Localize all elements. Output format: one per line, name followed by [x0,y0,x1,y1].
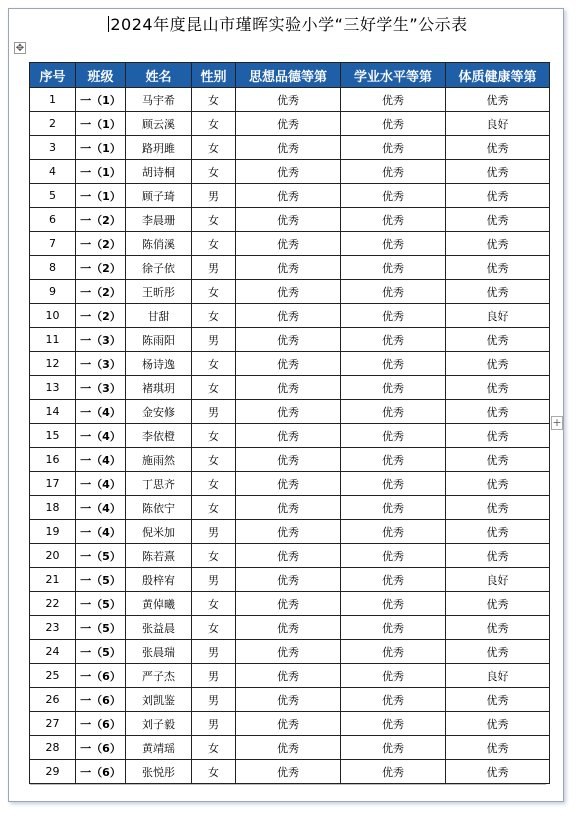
cell-name[interactable]: 黄靖瑶 [126,736,192,760]
cell-name[interactable]: 顾子琦 [126,184,192,208]
cell-index[interactable]: 10 [30,304,76,328]
cell-moral-grade[interactable]: 优秀 [236,256,341,280]
cell-gender[interactable]: 女 [192,88,236,112]
cell-gender[interactable]: 女 [192,304,236,328]
cell-gender[interactable]: 男 [192,640,236,664]
cell-physical-grade[interactable]: 优秀 [446,592,550,616]
cell-gender[interactable]: 女 [192,232,236,256]
cell-index[interactable]: 23 [30,616,76,640]
cell-gender[interactable]: 男 [192,400,236,424]
cell-gender[interactable]: 男 [192,568,236,592]
table-row [30,352,550,376]
cell-academic-grade[interactable]: 优秀 [341,688,446,712]
cell-moral-grade[interactable]: 优秀 [236,664,341,688]
cell-gender[interactable]: 女 [192,448,236,472]
cell-academic-grade[interactable]: 优秀 [341,664,446,688]
cell-class[interactable]: 一（6） [76,688,126,712]
honor-students-table[interactable] [29,62,550,784]
cell-class[interactable]: 一（4） [76,472,126,496]
header-gender[interactable]: 性别 [192,63,236,88]
cell-class[interactable]: 一（5） [76,640,126,664]
cell-academic-grade[interactable]: 优秀 [341,160,446,184]
cell-moral-grade[interactable]: 优秀 [236,88,341,112]
table-row [30,88,550,112]
cell-moral-grade[interactable]: 优秀 [236,184,341,208]
cell-physical-grade[interactable]: 良好 [446,112,550,136]
cell-moral-grade[interactable]: 优秀 [236,400,341,424]
cell-class[interactable]: 一（5） [76,616,126,640]
table-row [30,304,550,328]
cell-moral-grade[interactable]: 优秀 [236,328,341,352]
cell-name[interactable]: 陈俏溪 [126,232,192,256]
cell-physical-grade[interactable]: 优秀 [446,256,550,280]
cell-index[interactable]: 26 [30,688,76,712]
cell-name[interactable]: 李晨珊 [126,208,192,232]
cell-physical-grade[interactable]: 优秀 [446,472,550,496]
cell-physical-grade[interactable]: 优秀 [446,232,550,256]
cell-gender[interactable]: 女 [192,760,236,784]
cell-gender[interactable]: 女 [192,280,236,304]
cell-gender[interactable]: 男 [192,712,236,736]
cell-moral-grade[interactable]: 优秀 [236,688,341,712]
cell-academic-grade[interactable]: 优秀 [341,328,446,352]
table-row [30,760,550,784]
cell-name[interactable]: 张益晨 [126,616,192,640]
cell-gender[interactable]: 女 [192,736,236,760]
cell-index[interactable]: 6 [30,208,76,232]
cell-index[interactable]: 5 [30,184,76,208]
cell-class[interactable]: 一（5） [76,544,126,568]
cell-moral-grade[interactable]: 优秀 [236,712,341,736]
cell-academic-grade[interactable]: 优秀 [341,640,446,664]
cell-name[interactable]: 顾云溪 [126,112,192,136]
cell-academic-grade[interactable]: 优秀 [341,136,446,160]
cell-academic-grade[interactable]: 优秀 [341,736,446,760]
cell-name[interactable]: 刘子毅 [126,712,192,736]
header-name[interactable]: 姓名 [126,63,192,88]
cell-name[interactable]: 陈若熹 [126,544,192,568]
cell-name[interactable]: 严子杰 [126,664,192,688]
cell-academic-grade[interactable]: 优秀 [341,448,446,472]
cell-academic-grade[interactable]: 优秀 [341,376,446,400]
table-row [30,520,550,544]
cell-index[interactable]: 25 [30,664,76,688]
cell-academic-grade[interactable]: 优秀 [341,712,446,736]
cell-index[interactable]: 24 [30,640,76,664]
table-row [30,448,550,472]
cell-academic-grade[interactable]: 优秀 [341,232,446,256]
cell-academic-grade[interactable]: 优秀 [341,184,446,208]
cell-index[interactable]: 17 [30,472,76,496]
cell-gender[interactable]: 女 [192,376,236,400]
cell-moral-grade[interactable]: 优秀 [236,208,341,232]
cell-academic-grade[interactable]: 优秀 [341,760,446,784]
cell-class[interactable]: 一（6） [76,760,126,784]
cell-name[interactable]: 马宇希 [126,88,192,112]
cell-moral-grade[interactable]: 优秀 [236,160,341,184]
cell-name[interactable]: 胡诗桐 [126,160,192,184]
cell-index[interactable]: 11 [30,328,76,352]
cell-moral-grade[interactable]: 优秀 [236,448,341,472]
page-bottom-rule [30,784,546,785]
cell-gender[interactable]: 女 [192,136,236,160]
cell-name[interactable]: 张悦彤 [126,760,192,784]
cell-gender[interactable]: 女 [192,352,236,376]
cell-moral-grade[interactable]: 优秀 [236,232,341,256]
cell-physical-grade[interactable]: 优秀 [446,640,550,664]
cell-class[interactable]: 一（3） [76,376,126,400]
cell-gender[interactable]: 男 [192,184,236,208]
document-title[interactable] [0,12,576,35]
move-arrows-icon[interactable]: ✥ [15,43,25,54]
table-row [30,136,550,160]
cell-name[interactable]: 金安修 [126,400,192,424]
cell-physical-grade[interactable]: 优秀 [446,352,550,376]
cell-class[interactable]: 一（5） [76,568,126,592]
cell-name[interactable]: 施雨然 [126,448,192,472]
table-row [30,184,550,208]
cell-academic-grade[interactable]: 优秀 [341,472,446,496]
cell-academic-grade[interactable]: 优秀 [341,256,446,280]
cell-name[interactable]: 杨诗逸 [126,352,192,376]
cell-name[interactable]: 张晨瑞 [126,640,192,664]
cell-gender[interactable]: 男 [192,664,236,688]
cell-gender[interactable]: 男 [192,520,236,544]
cell-gender[interactable]: 女 [192,616,236,640]
cell-index[interactable]: 22 [30,592,76,616]
cell-moral-grade[interactable]: 优秀 [236,544,341,568]
cell-name[interactable]: 殷梓宥 [126,568,192,592]
cell-index[interactable]: 27 [30,712,76,736]
cell-physical-grade[interactable]: 优秀 [446,712,550,736]
table-body [30,88,550,784]
table-row [30,208,550,232]
cell-name[interactable]: 褚琪玥 [126,376,192,400]
cell-index[interactable]: 1 [30,88,76,112]
table-row [30,160,550,184]
header-moral-grade[interactable]: 思想品德等第 [236,63,341,88]
cell-moral-grade[interactable]: 优秀 [236,424,341,448]
cell-gender[interactable]: 女 [192,472,236,496]
cell-physical-grade[interactable]: 优秀 [446,448,550,472]
cell-physical-grade[interactable]: 优秀 [446,376,550,400]
cell-moral-grade[interactable]: 优秀 [236,496,341,520]
cell-academic-grade[interactable]: 优秀 [341,616,446,640]
cell-class[interactable]: 一（6） [76,736,126,760]
cell-academic-grade[interactable]: 优秀 [341,496,446,520]
cell-index[interactable]: 29 [30,760,76,784]
cell-physical-grade[interactable]: 良好 [446,304,550,328]
table-row [30,376,550,400]
cell-index[interactable]: 18 [30,496,76,520]
cell-moral-grade[interactable]: 优秀 [236,280,341,304]
cell-name[interactable]: 黄倬曦 [126,592,192,616]
cell-class[interactable]: 一（1） [76,184,126,208]
cell-physical-grade[interactable]: 优秀 [446,736,550,760]
cell-academic-grade[interactable]: 优秀 [341,592,446,616]
cell-index[interactable]: 28 [30,736,76,760]
cell-name[interactable]: 李依橙 [126,424,192,448]
cell-moral-grade[interactable]: 优秀 [236,568,341,592]
plus-icon[interactable]: + [552,416,562,429]
cell-index[interactable]: 3 [30,136,76,160]
cell-index[interactable]: 2 [30,112,76,136]
cell-physical-grade[interactable]: 优秀 [446,160,550,184]
cell-moral-grade[interactable]: 优秀 [236,616,341,640]
cell-moral-grade[interactable]: 优秀 [236,112,341,136]
cell-class[interactable]: 一（1） [76,160,126,184]
cell-class[interactable]: 一（2） [76,232,126,256]
cell-moral-grade[interactable]: 优秀 [236,472,341,496]
cell-index[interactable]: 12 [30,352,76,376]
cell-class[interactable]: 一（4） [76,496,126,520]
table-row [30,568,550,592]
title-text[interactable]: 2024年度昆山市瑾晖实验小学“三好学生”公示表 [110,15,468,34]
table-row [30,712,550,736]
cell-class[interactable]: 一（1） [76,112,126,136]
cell-class[interactable]: 一（4） [76,400,126,424]
cell-gender[interactable]: 女 [192,496,236,520]
cell-moral-grade[interactable]: 优秀 [236,520,341,544]
cell-moral-grade[interactable]: 优秀 [236,640,341,664]
cell-physical-grade[interactable]: 优秀 [446,208,550,232]
cell-index[interactable]: 7 [30,232,76,256]
cell-academic-grade[interactable]: 优秀 [341,304,446,328]
cell-index[interactable]: 9 [30,280,76,304]
table-row [30,328,550,352]
cell-class[interactable]: 一（4） [76,424,126,448]
cell-moral-grade[interactable]: 优秀 [236,376,341,400]
cell-academic-grade[interactable]: 优秀 [341,112,446,136]
cell-class[interactable]: 一（2） [76,280,126,304]
cell-academic-grade[interactable]: 优秀 [341,568,446,592]
header-physical-grade[interactable]: 体质健康等第 [446,63,550,88]
cell-moral-grade[interactable]: 优秀 [236,760,341,784]
table-row [30,496,550,520]
header-academic-grade[interactable]: 学业水平等第 [341,63,446,88]
cell-academic-grade[interactable]: 优秀 [341,520,446,544]
cell-class[interactable]: 一（3） [76,328,126,352]
table-row [30,280,550,304]
table-row [30,400,550,424]
cell-physical-grade[interactable]: 优秀 [446,760,550,784]
cell-moral-grade[interactable]: 优秀 [236,304,341,328]
cell-class[interactable]: 一（4） [76,520,126,544]
cell-name[interactable]: 路玥雎 [126,136,192,160]
cell-name[interactable]: 陈雨阳 [126,328,192,352]
cell-class[interactable]: 一（2） [76,256,126,280]
cell-gender[interactable]: 女 [192,112,236,136]
cell-physical-grade[interactable]: 优秀 [446,544,550,568]
cell-class[interactable]: 一（5） [76,592,126,616]
cell-index[interactable]: 21 [30,568,76,592]
cell-physical-grade[interactable]: 优秀 [446,328,550,352]
table-row [30,688,550,712]
cell-physical-grade[interactable]: 优秀 [446,280,550,304]
cell-moral-grade[interactable]: 优秀 [236,736,341,760]
cell-physical-grade[interactable]: 优秀 [446,184,550,208]
cell-name[interactable]: 刘凯鉴 [126,688,192,712]
cell-class[interactable]: 一（2） [76,304,126,328]
cell-class[interactable]: 一（1） [76,136,126,160]
table-row [30,424,550,448]
cell-index[interactable]: 4 [30,160,76,184]
cell-physical-grade[interactable]: 优秀 [446,616,550,640]
cell-academic-grade[interactable]: 优秀 [341,208,446,232]
cell-name[interactable]: 陈依宁 [126,496,192,520]
cell-name[interactable]: 丁思齐 [126,472,192,496]
cell-physical-grade[interactable]: 优秀 [446,88,550,112]
cell-gender[interactable]: 女 [192,208,236,232]
cell-class[interactable]: 一（3） [76,352,126,376]
cell-gender[interactable]: 女 [192,424,236,448]
cell-academic-grade[interactable]: 优秀 [341,352,446,376]
cell-moral-grade[interactable]: 优秀 [236,136,341,160]
cell-physical-grade[interactable]: 优秀 [446,400,550,424]
table-header-row [30,63,550,88]
table-row [30,616,550,640]
cell-moral-grade[interactable]: 优秀 [236,592,341,616]
header-index[interactable]: 序号 [30,63,76,88]
cell-gender[interactable]: 女 [192,592,236,616]
cell-index[interactable]: 19 [30,520,76,544]
table-row [30,472,550,496]
cell-name[interactable]: 徐子依 [126,256,192,280]
cell-class[interactable]: 一（2） [76,208,126,232]
cell-index[interactable]: 8 [30,256,76,280]
cell-gender[interactable]: 男 [192,328,236,352]
table-row [30,640,550,664]
cell-academic-grade[interactable]: 优秀 [341,424,446,448]
cell-physical-grade[interactable]: 优秀 [446,520,550,544]
cell-moral-grade[interactable]: 优秀 [236,352,341,376]
table-row [30,592,550,616]
cell-physical-grade[interactable]: 良好 [446,568,550,592]
cell-physical-grade[interactable]: 良好 [446,664,550,688]
cell-class[interactable]: 一（4） [76,448,126,472]
table-row [30,256,550,280]
cell-physical-grade[interactable]: 优秀 [446,136,550,160]
header-class[interactable]: 班级 [76,63,126,88]
table-row [30,736,550,760]
cell-gender[interactable]: 男 [192,688,236,712]
cell-index[interactable]: 15 [30,424,76,448]
cell-physical-grade[interactable]: 优秀 [446,496,550,520]
cell-gender[interactable]: 男 [192,256,236,280]
cell-index[interactable]: 20 [30,544,76,568]
cell-academic-grade[interactable]: 优秀 [341,280,446,304]
table-row [30,232,550,256]
cell-gender[interactable]: 女 [192,160,236,184]
table-row [30,544,550,568]
cell-academic-grade[interactable]: 优秀 [341,544,446,568]
cell-class[interactable]: 一（1） [76,88,126,112]
cell-physical-grade[interactable]: 优秀 [446,424,550,448]
cell-index[interactable]: 14 [30,400,76,424]
cell-gender[interactable]: 女 [192,544,236,568]
cell-name[interactable]: 王昕彤 [126,280,192,304]
table-row [30,664,550,688]
cell-index[interactable]: 16 [30,448,76,472]
cell-index[interactable]: 13 [30,376,76,400]
cell-class[interactable]: 一（6） [76,664,126,688]
table-row [30,112,550,136]
cell-physical-grade[interactable]: 优秀 [446,688,550,712]
cell-name[interactable]: 甘甜 [126,304,192,328]
cell-class[interactable]: 一（6） [76,712,126,736]
cell-academic-grade[interactable]: 优秀 [341,88,446,112]
cell-academic-grade[interactable]: 优秀 [341,400,446,424]
cell-name[interactable]: 倪米加 [126,520,192,544]
